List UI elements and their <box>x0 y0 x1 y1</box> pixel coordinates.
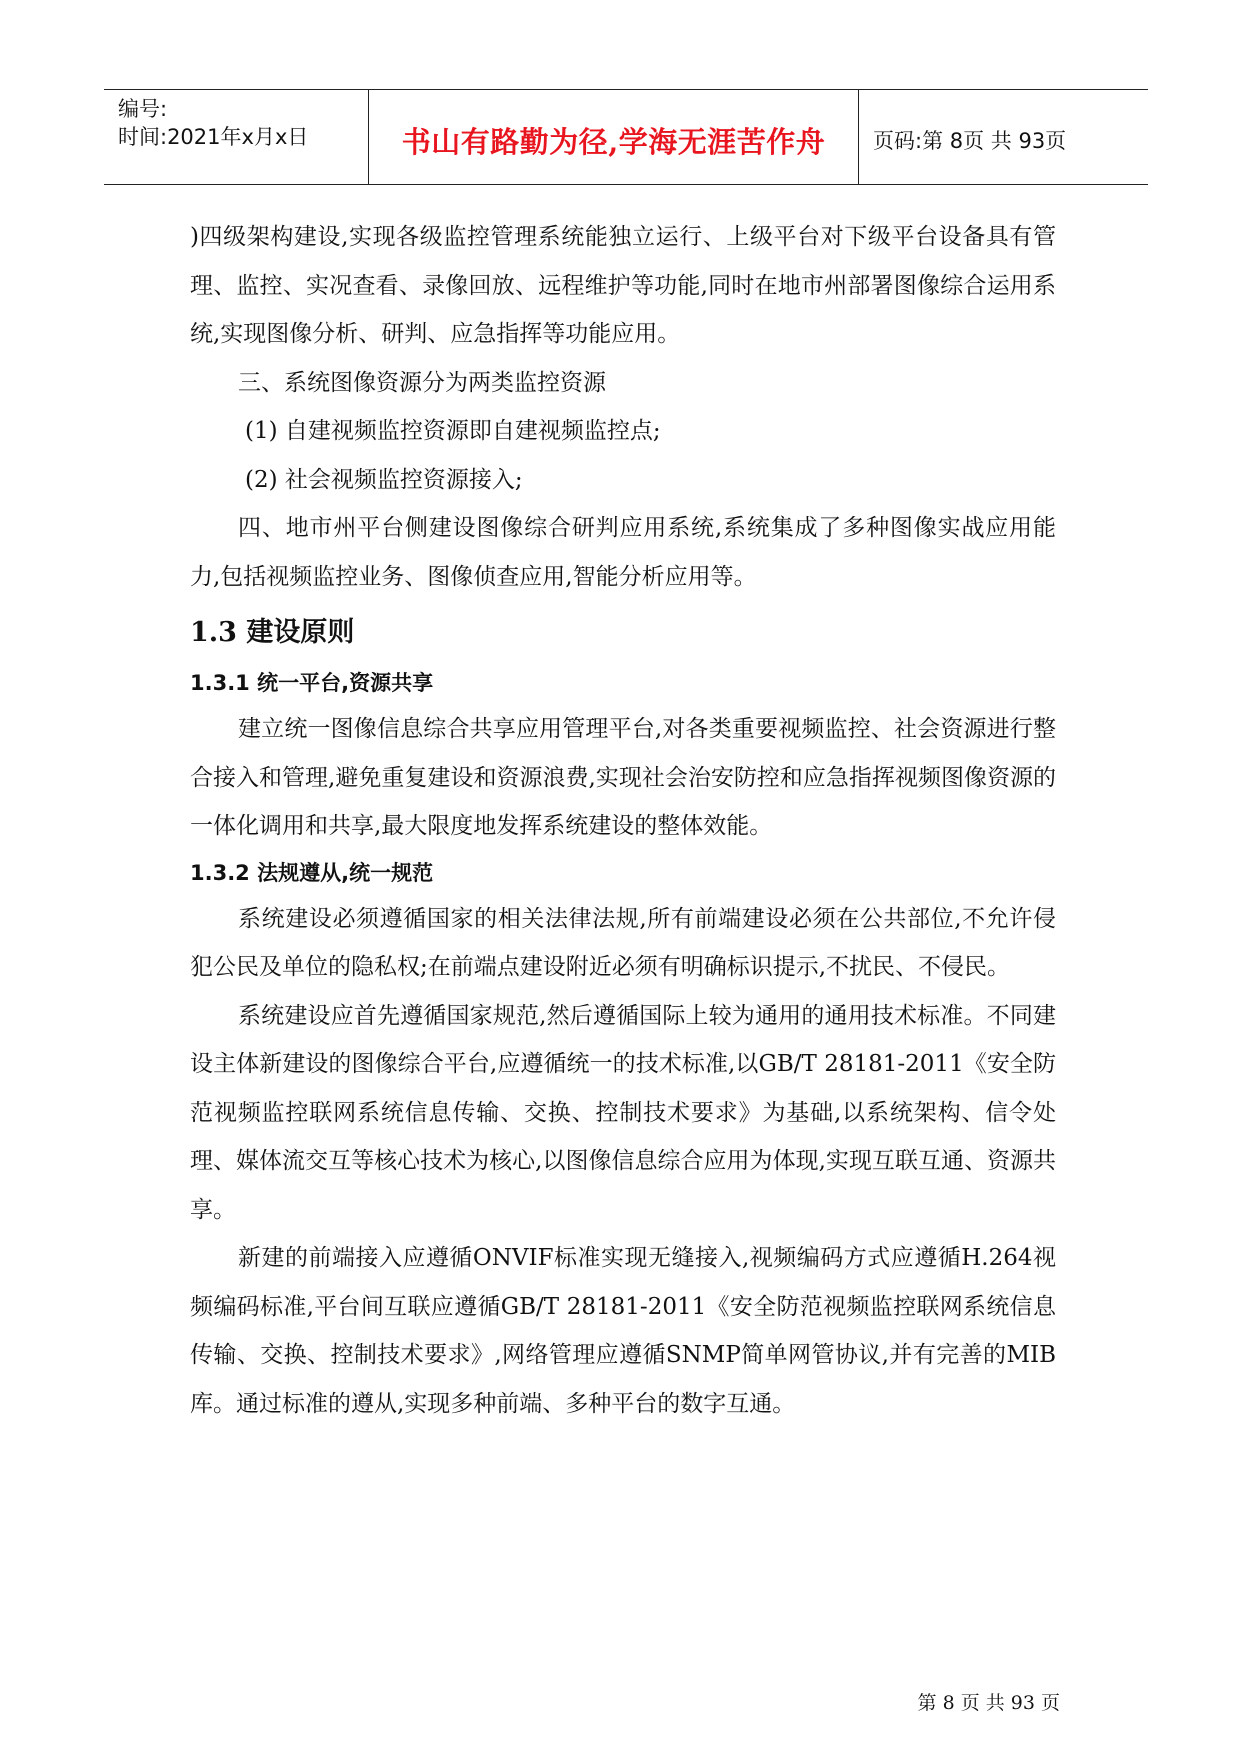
paragraph-city-platform: 四、地市州平台侧建设图像综合研判应用系统,系统集成了多种图像实战应用能力,包括视频监控业务、图像侦查应用,智能分析应用等。 <box>190 515 1056 590</box>
paragraph-onvif: 新建的前端接入应遵循ONVIF标准实现无缝接入,视频编码方式应遵循H.264视频编码标准,平台间互联应遵循GB/T 28181-2011《安全防范视频监控联网系统信息传输、交换、控制技术要求》,网络管理应遵循SNMP简单网管协议,并有完善的MIB库。通过标准的遵从,实现多种前端、多种平台的数字互通。 <box>190 1245 1056 1417</box>
section-heading-1-3-1: 1.3.1 统一平台,资源共享 <box>190 671 434 695</box>
header-page-number: 页码:第 8页 共 93页 <box>873 129 1067 153</box>
time-label: 时间:2021年x月x日 <box>118 125 309 149</box>
paragraph-law-compliance: 系统建设必须遵循国家的相关法律法规,所有前端建设必须在公共部位,不允许侵犯公民及单位的隐私权;在前端点建设附近必须有明确标识提示,不扰民、不侵民。 <box>190 905 1056 980</box>
header-info-cell <box>104 90 369 184</box>
paragraph-resource-types: 三、系统图像资源分为两类监控资源 <box>238 369 606 396</box>
paragraph-standards: 系统建设应首先遵循国家规范,然后遵循国际上较为通用的通用技术标准。不同建设主体新建设的图像综合平台,应遵循统一的技术标准,以GB/T 28181-2011《安全防范视频监控联网系统信息传输、交换、控制技术要求》为基础,以系统架构、信令处理、媒体流交互等核心技术为核心,以图像信息综合应用为体现,实现互联互通、资源共享。 <box>190 1002 1056 1223</box>
page-footer: 第 8 页 共 93 页 <box>917 1692 1060 1714</box>
page-header <box>104 89 1148 185</box>
serial-number-label: 编号: <box>118 97 168 121</box>
document-body <box>190 213 1056 1428</box>
header-page-cell <box>859 90 1148 184</box>
list-item-self-built: (1) 自建视频监控资源即自建视频监控点; <box>245 418 661 444</box>
paragraph-architecture: )四级架构建设,实现各级监控管理系统能独立运行、上级平台对下级平台设备具有管理、监控、实况查看、录像回放、远程维护等功能,同时在地市州部署图像综合运用系统,实现图像分析、研判、应急指挥等功能应用。 <box>190 224 1056 347</box>
section-heading-1-3: 1.3 建设原则 <box>190 617 355 648</box>
motto-text: 书山有路勤为径,学海无涯苦作舟 <box>401 125 826 159</box>
section-heading-1-3-2: 1.3.2 法规遵从,统一规范 <box>190 860 434 885</box>
list-item-social: (2) 社会视频监控资源接入; <box>245 466 523 493</box>
paragraph-unified-platform: 建立统一图像信息综合共享应用管理平台,对各类重要视频监控、社会资源进行整合接入和管理,避免重复建设和资源浪费,实现社会治安防控和应急指挥视频图像资源的一体化调用和共享,最大限度地发挥系统建设的整体效能。 <box>190 716 1056 839</box>
header-motto-cell <box>369 90 859 184</box>
